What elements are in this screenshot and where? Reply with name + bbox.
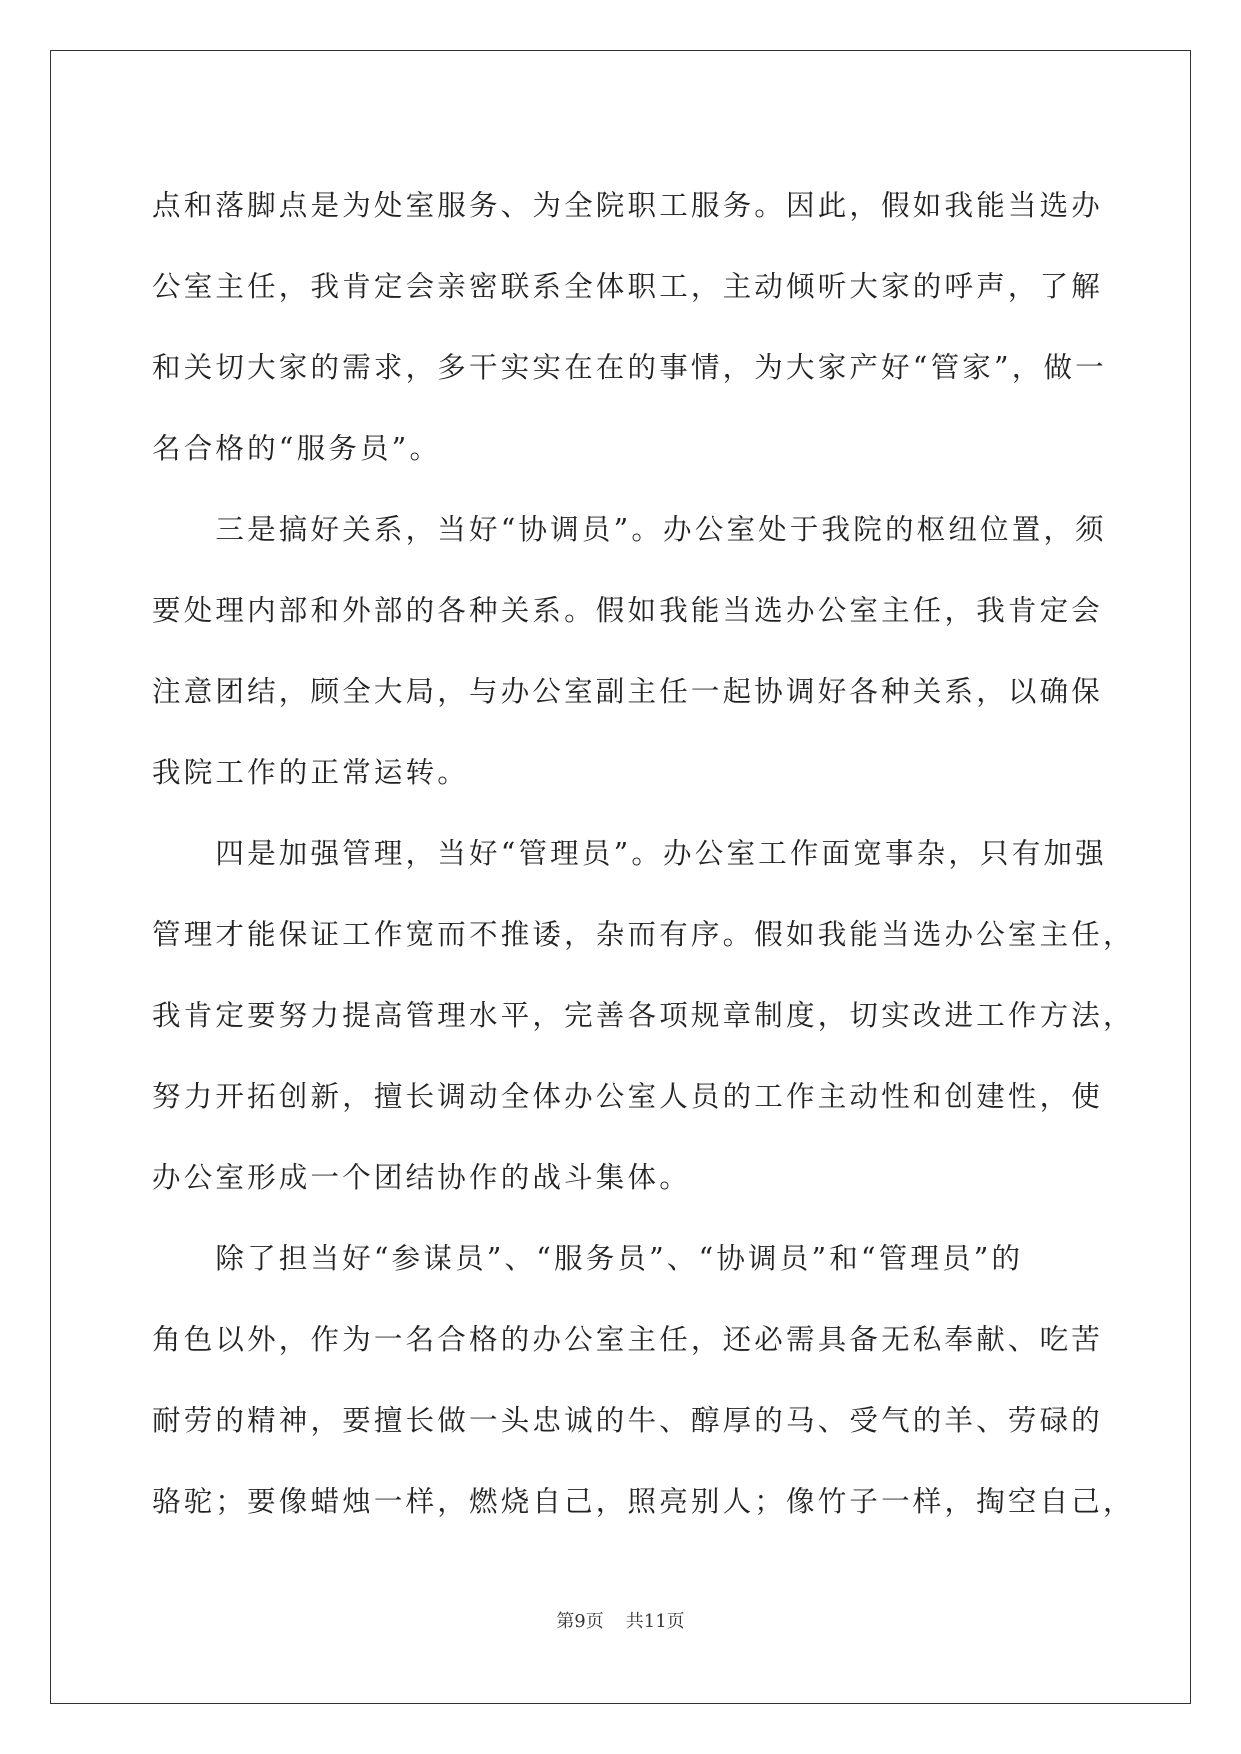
page-footer (0, 1607, 1241, 1633)
page-number: 第9页 (556, 1611, 604, 1632)
text-line: 骆驼；要像蜡烛一样，燃烧自己，照亮别人；像竹子一样，掏空自己， (152, 1485, 1135, 1518)
text-line: 努力开拓创新，擅长调动全体办公室人员的工作主动性和创建性，使 (152, 1080, 1104, 1113)
text-line: 四是加强管理，当好“管理员”。办公室工作面宽事杂，只有加强 (152, 837, 1107, 870)
text-line: 和关切大家的需求，多干实实在在的事情，为大家产好“管家”，做一 (152, 351, 1107, 384)
text-line: 公室主任，我肯定会亲密联系全体职工，主动倾听大家的呼声，了解 (152, 270, 1104, 303)
text-line: 我肯定要努力提高管理水平，完善各项规章制度，切实改进工作方法， (152, 999, 1135, 1032)
text-line: 管理才能保证工作宽而不推诿，杂而有序。假如我能当选办公室主任， (152, 918, 1135, 951)
text-line: 注意团结，顾全大局，与办公室副主任一起协调好各种关系，以确保 (152, 675, 1104, 708)
text-line: 名合格的“服务员”。 (152, 432, 442, 465)
page-total: 共11页 (625, 1611, 685, 1632)
document-body (152, 165, 1135, 1542)
text-line: 我院工作的正常运转。 (152, 756, 470, 789)
text-line: 点和落脚点是为处室服务、为全院职工服务。因此，假如我能当选办 (152, 189, 1104, 222)
text-line: 三是搞好关系，当好“协调员”。办公室处于我院的枢纽位置，须 (152, 513, 1107, 546)
text-line: 要处理内部和外部的各种关系。假如我能当选办公室主任，我肯定会 (152, 594, 1104, 627)
text-line: 办公室形成一个团结协作的战斗集体。 (152, 1161, 691, 1194)
text-line: 除了担当好“参谋员”、“服务员”、“协调员”和“管理员”的 (152, 1242, 1024, 1275)
text-line: 耐劳的精神，要擅长做一头忠诚的牛、醇厚的马、受气的羊、劳碌的 (152, 1404, 1104, 1437)
text-line: 角色以外，作为一名合格的办公室主任，还必需具备无私奉献、吃苦 (152, 1323, 1104, 1356)
